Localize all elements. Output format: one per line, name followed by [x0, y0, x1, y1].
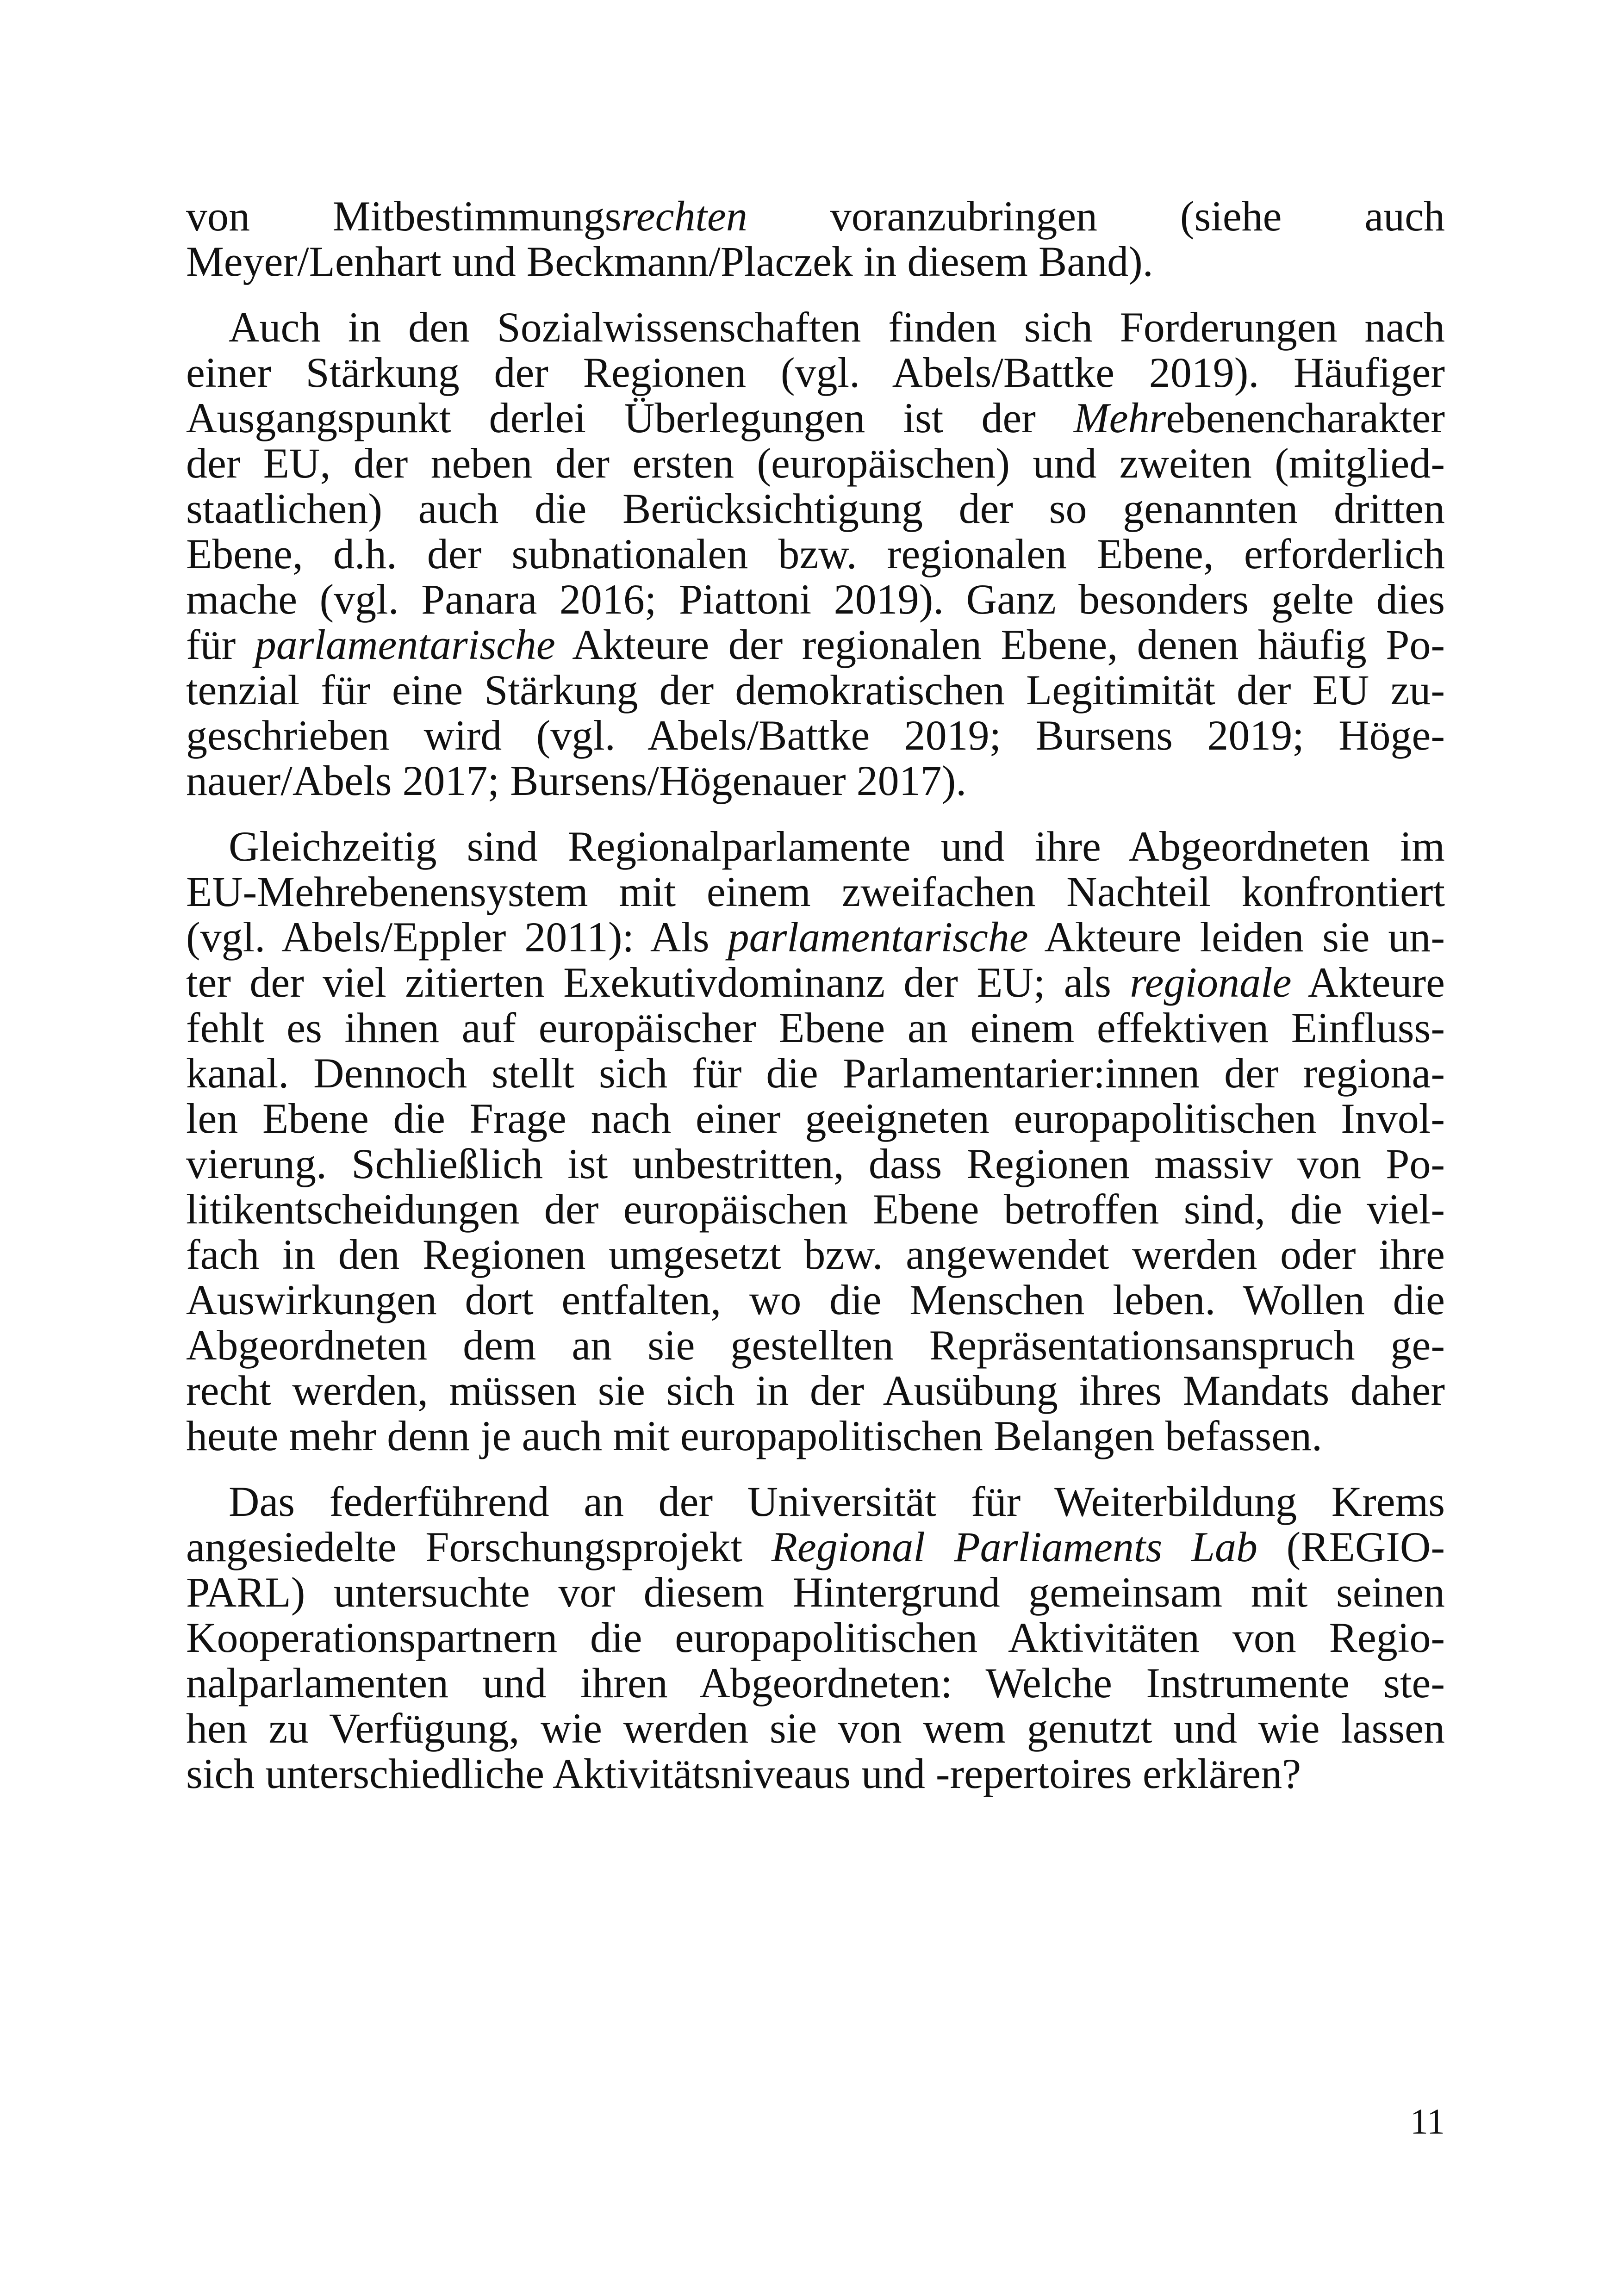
text-run: nauer/Abels 2017; Bursens/Högenauer 2017).	[186, 757, 967, 804]
text-run: staatlichen) auch die Berücksichtigung der so genannten dritten	[186, 485, 1445, 532]
text-line	[186, 1751, 1445, 1796]
text-run: angesiedelte Forschungsprojekt	[186, 1523, 772, 1570]
text-run: hen zu Verfügung, wie werden sie von wem genutzt und wie lassen	[186, 1705, 1445, 1752]
text-line	[186, 577, 1445, 622]
italic-text: rechten	[621, 192, 747, 240]
text-run: (REGIO-	[1257, 1523, 1445, 1570]
text-line	[186, 1277, 1445, 1322]
text-run: heute mehr denn je auch mit europapolitischen Belangen befassen.	[186, 1412, 1323, 1459]
text-run: sich unterschiedliche Aktivitätsniveaus und -repertoires erklären?	[186, 1750, 1301, 1797]
text-run: Kooperationspartnern die europapolitischen Aktivitäten von Regio-	[186, 1614, 1445, 1661]
text-line	[186, 622, 1445, 667]
text-run: Das federführend an der Universität für Weiterbildung Krems	[229, 1478, 1445, 1525]
text-run: kanal. Dennoch stellt sich für die Parlamentarier:innen der regiona-	[186, 1049, 1445, 1097]
paragraph	[186, 1479, 1445, 1796]
text-run: Ausgangspunkt derlei Überlegungen ist der	[186, 394, 1074, 441]
text-run: (vgl. Abels/Eppler 2011): Als	[186, 913, 728, 961]
text-line	[186, 441, 1445, 486]
text-line	[186, 1706, 1445, 1751]
text-run: fehlt es ihnen auf europäischer Ebene an einem effektiven Einfluss-	[186, 1004, 1445, 1051]
italic-text: parlamentarische	[728, 913, 1028, 961]
text-run: PARL) untersuchte vor diesem Hintergrund gemeinsam mit seinen	[186, 1569, 1445, 1616]
text-run: ter der viel zitierten Exekutivdominanz der EU; als	[186, 959, 1130, 1006]
body-text	[186, 193, 1445, 1796]
paragraph	[186, 304, 1445, 803]
italic-text: Regional Parliaments Lab	[771, 1523, 1258, 1570]
text-line	[186, 1524, 1445, 1570]
text-run: einer Stärkung der Regionen (vgl. Abels/Battke 2019). Häufiger	[186, 349, 1445, 396]
text-line	[186, 1186, 1445, 1232]
text-line	[186, 1005, 1445, 1050]
text-run: Akteure	[1291, 959, 1445, 1006]
text-line	[186, 1096, 1445, 1141]
text-run: Auswirkungen dort entfalten, wo die Menschen leben. Wollen die	[186, 1276, 1445, 1323]
text-run: Auch in den Sozialwissenschaften finden sich Forderungen nach	[229, 304, 1445, 351]
text-line	[186, 1141, 1445, 1186]
text-run: nalparlamenten und ihren Abgeordneten: Welche Instrumente ste-	[186, 1659, 1445, 1706]
text-line	[186, 1413, 1445, 1458]
text-run: Akteure leiden sie un-	[1028, 913, 1445, 961]
italic-text: Mehr	[1074, 394, 1166, 441]
text-line	[186, 960, 1445, 1005]
text-line	[186, 395, 1445, 441]
text-line	[186, 1660, 1445, 1706]
text-line	[186, 486, 1445, 531]
text-run: litikentscheidungen der europäischen Ebene betroffen sind, die viel-	[186, 1185, 1445, 1233]
text-run: Abgeordneten dem an sie gestellten Repräsentationsanspruch ge-	[186, 1322, 1445, 1369]
text-line	[186, 350, 1445, 395]
text-run: Akteure der regionalen Ebene, denen häufig Po-	[555, 621, 1445, 668]
text-line	[186, 304, 1445, 350]
text-run: geschrieben wird (vgl. Abels/Battke 2019; Bursens 2019; Höge-	[186, 712, 1445, 759]
italic-text: parlamentarische	[255, 621, 555, 668]
text-line	[186, 531, 1445, 577]
italic-text: regionale	[1130, 959, 1292, 1006]
text-line	[186, 1615, 1445, 1660]
text-run: tenzial für eine Stärkung der demokratischen Legitimität der EU zu-	[186, 666, 1445, 714]
text-line	[186, 914, 1445, 960]
text-line	[186, 1570, 1445, 1615]
text-run: Gleichzeitig sind Regionalparlamente und ihre Abgeordneten im	[229, 823, 1445, 870]
text-run: Meyer/Lenhart und Beckmann/Placzek in diesem Band).	[186, 238, 1153, 285]
text-run: recht werden, müssen sie sich in der Ausübung ihres Mandats daher	[186, 1367, 1445, 1414]
text-line	[186, 1232, 1445, 1277]
text-line	[186, 1322, 1445, 1368]
text-run: von Mitbestimmungs	[186, 192, 622, 240]
text-run: voranzubringen (siehe auch	[747, 192, 1445, 240]
text-run: vierung. Schließlich ist unbestritten, dass Regionen massiv von Po-	[186, 1140, 1445, 1187]
text-line	[186, 667, 1445, 713]
text-run: für	[186, 621, 255, 668]
text-line	[186, 1050, 1445, 1096]
text-run: ebenencharakter	[1166, 394, 1445, 441]
text-run: der EU, der neben der ersten (europäischen) und zweiten (mitglied-	[186, 440, 1445, 487]
text-run: fach in den Regionen umgesetzt bzw. angewendet werden oder ihre	[186, 1231, 1445, 1278]
text-line	[186, 824, 1445, 869]
text-run: Ebene, d.h. der subnationalen bzw. regionalen Ebene, erforderlich	[186, 530, 1445, 577]
text-line	[186, 869, 1445, 914]
text-line	[186, 1368, 1445, 1413]
text-line	[186, 193, 1445, 239]
text-line	[186, 758, 1445, 803]
paragraph	[186, 193, 1445, 284]
text-run: EU-Mehrebenensystem mit einem zweifachen Nachteil konfrontiert	[186, 868, 1445, 915]
page-number: 11	[1410, 2101, 1445, 2141]
text-line	[186, 713, 1445, 758]
text-run: mache (vgl. Panara 2016; Piattoni 2019). Ganz besonders gelte dies	[186, 576, 1445, 623]
text-line	[186, 1479, 1445, 1524]
text-line	[186, 239, 1445, 284]
paragraph	[186, 824, 1445, 1458]
text-run: len Ebene die Frage nach einer geeigneten europapolitischen Invol-	[186, 1095, 1445, 1142]
